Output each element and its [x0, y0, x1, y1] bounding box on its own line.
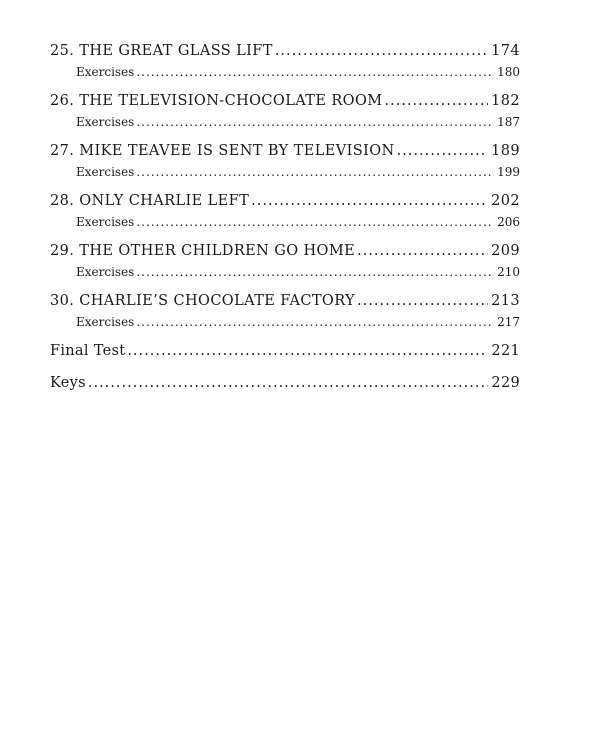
chapter-title: 26. THE TELEVISION-CHOCOLATE ROOM: [50, 93, 383, 109]
toc-chapter-25: [50, 40, 520, 82]
toc-keys: [50, 372, 520, 394]
exercises-label: Exercises: [76, 65, 135, 79]
exercises-page-number: 210: [497, 265, 520, 279]
chapter-title: 28. ONLY CHARLIE LEFT: [50, 193, 250, 209]
toc-chapter-26: [50, 90, 520, 132]
keys-page-number: 229: [491, 375, 520, 391]
toc-final-test: [50, 340, 520, 362]
dot-leader: [88, 372, 489, 394]
toc-chapter-27: [50, 140, 520, 182]
chapter-entry: [50, 240, 520, 262]
exercises-entry: [50, 162, 520, 182]
dot-leader: [136, 212, 494, 232]
chapter-title: 29. THE OTHER CHILDREN GO HOME: [50, 243, 356, 259]
exercises-entry: [50, 312, 520, 332]
exercises-page-number: 187: [497, 115, 520, 129]
final-test-page-number: 221: [491, 343, 520, 359]
exercises-page-number: 199: [497, 165, 520, 179]
dot-leader: [385, 90, 489, 112]
toc-chapter-30: [50, 290, 520, 332]
chapter-entry: [50, 140, 520, 162]
exercises-label: Exercises: [76, 115, 135, 129]
exercises-page-number: 180: [497, 65, 520, 79]
dot-leader: [251, 190, 488, 212]
chapter-page-number: 189: [491, 143, 520, 159]
exercises-label: Exercises: [76, 165, 135, 179]
chapter-entry: [50, 190, 520, 212]
exercises-page-number: 206: [497, 215, 520, 229]
chapter-entry: [50, 90, 520, 112]
chapter-page-number: 213: [491, 293, 520, 309]
dot-leader: [357, 290, 488, 312]
exercises-entry: [50, 262, 520, 282]
dot-leader: [136, 62, 494, 82]
dot-leader: [136, 262, 494, 282]
exercises-entry: [50, 112, 520, 132]
chapter-entry: [50, 290, 520, 312]
keys-title: Keys: [50, 375, 86, 391]
exercises-label: Exercises: [76, 215, 135, 229]
exercises-page-number: 217: [497, 315, 520, 329]
dot-leader: [357, 240, 488, 262]
exercises-label: Exercises: [76, 265, 135, 279]
toc-chapter-28: [50, 190, 520, 232]
dot-leader: [136, 112, 494, 132]
dot-leader: [136, 162, 494, 182]
dot-leader: [397, 140, 489, 162]
chapter-page-number: 209: [491, 243, 520, 259]
exercises-entry: [50, 212, 520, 232]
final-test-title: Final Test: [50, 343, 126, 359]
chapter-page-number: 202: [491, 193, 520, 209]
dot-leader: [127, 340, 488, 362]
dot-leader: [275, 40, 488, 62]
exercises-entry: [50, 62, 520, 82]
dot-leader: [136, 312, 494, 332]
keys-entry: [50, 372, 520, 394]
chapter-page-number: 182: [491, 93, 520, 109]
chapter-title: 27. MIKE TEAVEE IS SENT BY TELEVISION: [50, 143, 395, 159]
toc-chapter-29: [50, 240, 520, 282]
final-test-entry: [50, 340, 520, 362]
exercises-label: Exercises: [76, 315, 135, 329]
table-of-contents: [50, 40, 520, 404]
chapter-page-number: 174: [491, 43, 520, 59]
chapter-entry: [50, 40, 520, 62]
chapter-title: 30. CHARLIE’S CHOCOLATE FACTORY: [50, 293, 356, 309]
chapter-title: 25. THE GREAT GLASS LIFT: [50, 43, 273, 59]
